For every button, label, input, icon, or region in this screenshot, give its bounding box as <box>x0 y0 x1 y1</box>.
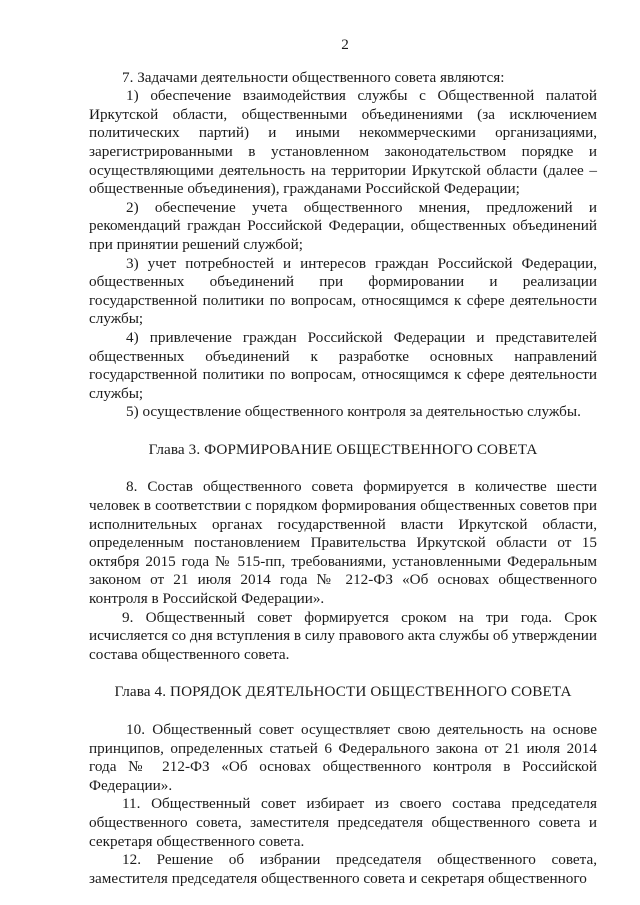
paragraph-7-4: 4) привлечение граждан Российской Федерации и представителей общественных объединений к разработке основных направлений государственной политики по вопросам, относящимся к сфере деятельности службы; <box>89 328 597 402</box>
paragraph-11: 11. Общественный совет избирает из своего состава председателя общественного совета, заместителя председателя общественного совета и секретаря общественного совета. <box>89 795 597 850</box>
paragraph-9: 9. Общественный совет формируется сроком на три года. Срок исчисляется со дня вступления в силу правового акта службы об утверждении состава общественного совета. <box>89 608 597 663</box>
chapter-3-heading: Глава 3. ФОРМИРОВАНИЕ ОБЩЕСТВЕННОГО СОВЕТА <box>148 440 538 458</box>
paragraph-7-2: 2) обеспечение учета общественного мнения, предложений и рекомендаций граждан Российской Федерации, общественных объединений при принятии решений службой; <box>89 198 597 253</box>
paragraph-7-1: 1) обеспечение взаимодействия службы с Общественной палатой Иркутской области, общественными объединениями (за исключением политических партий) и иными некоммерческими организациями, зарегистрированными в установленном законодательством порядке и осуществляющими деятельность на территории Иркутской области (далее – общественные объединения), гражданами Российской Федерации; <box>89 87 597 198</box>
chapter-4-heading: Глава 4. ПОРЯДОК ДЕЯТЕЛЬНОСТИ ОБЩЕСТВЕННОГО СОВЕТА <box>114 683 572 701</box>
paragraph-7-3: 3) учет потребностей и интересов граждан Российской Федерации, общественных объединений при формировании и реализации государственной политики по вопросам, относящимся к сфере деятельности службы; <box>89 254 597 328</box>
paragraph-10: 10. Общественный совет осуществляет свою деятельность на основе принципов, определенных статьей 6 Федерального закона от 21 июля 2014 года № 212-ФЗ «Об основах общественного контроля в Российской Федерации». <box>89 721 597 794</box>
paragraph-8: 8. Состав общественного совета формируется в количестве шести человек в соответствии с порядком формирования общественных советов при исполнительных органах государственной власти Иркутской области, определенным постановлением Правительства Иркутской области от 15 октября 2015 года № 515-пп, требованиями, установленными Федеральным законом от 21 июля 2014 года № 212-ФЗ «Об основах общественного контроля в Российской Федерации». <box>89 478 597 608</box>
paragraph-12: 12. Решение об избрании председателя общественного совета, заместителя председателя общественного совета и секретаря общественного <box>89 851 597 887</box>
paragraph-7-5: 5) осуществление общественного контроля за деятельностью службы. <box>126 403 581 421</box>
document-page <box>89 36 597 888</box>
paragraph-7: 7. Задачами деятельности общественного совета являются: <box>122 68 505 86</box>
page-number: 2 <box>341 36 349 53</box>
